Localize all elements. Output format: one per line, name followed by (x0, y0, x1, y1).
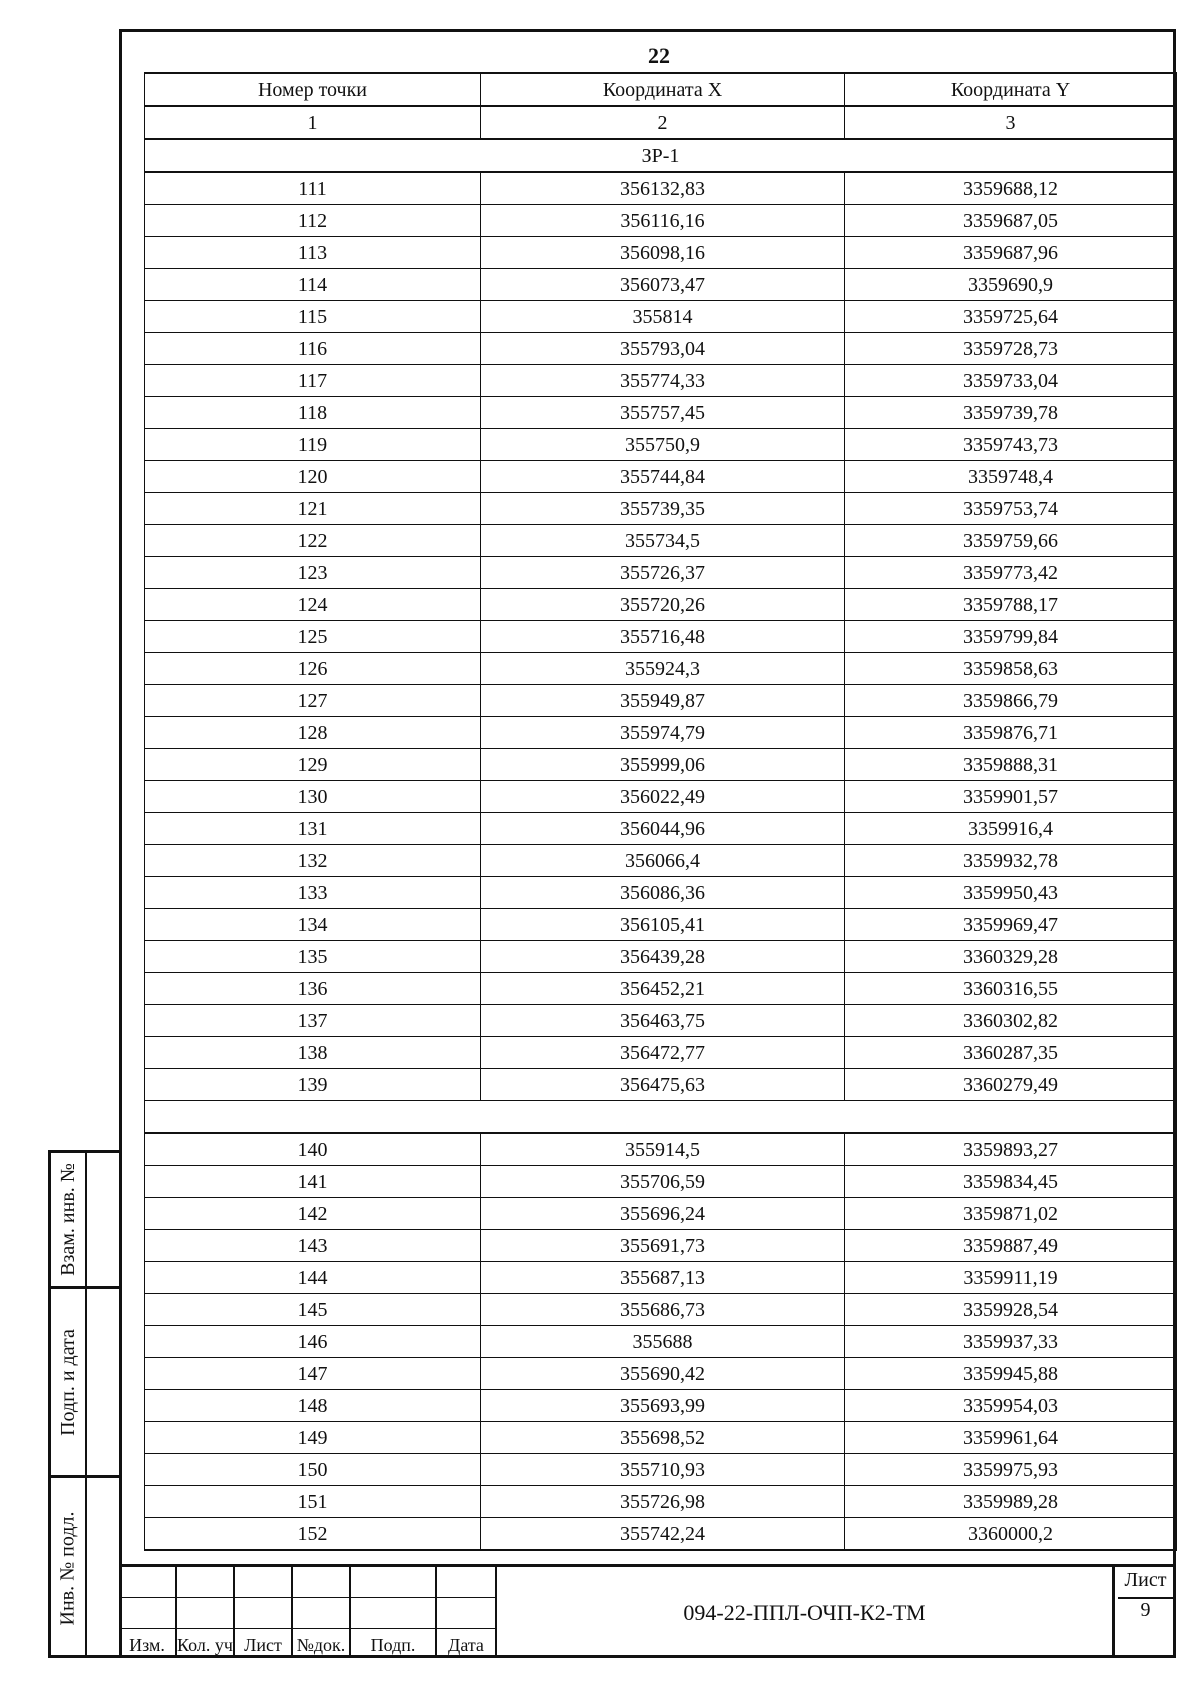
side-stamp (48, 1150, 119, 1658)
cell-coord-y: 3359687,05 (845, 205, 1177, 237)
cell-point-number: 112 (145, 205, 481, 237)
table-row (145, 172, 1177, 205)
cell-coord-x: 355691,73 (481, 1230, 845, 1262)
cell-point-number: 150 (145, 1454, 481, 1486)
cell-coord-x: 355757,45 (481, 397, 845, 429)
cell-coord-y: 3359866,79 (845, 685, 1177, 717)
cell-point-number: 113 (145, 237, 481, 269)
table-row (145, 1294, 1177, 1326)
cell-coord-y: 3359728,73 (845, 333, 1177, 365)
cell-point-number: 138 (145, 1037, 481, 1069)
cell-point-number: 152 (145, 1518, 481, 1551)
cell-coord-y: 3359688,12 (845, 172, 1177, 205)
cell-coord-y: 3359954,03 (845, 1390, 1177, 1422)
table-row (145, 365, 1177, 397)
side-cell-original-inv (51, 1478, 119, 1658)
cell-coord-x: 355720,26 (481, 589, 845, 621)
table-row (145, 653, 1177, 685)
cell-coord-y: 3359969,47 (845, 909, 1177, 941)
cell-coord-y: 3359888,31 (845, 749, 1177, 781)
tb-label-date: Дата (448, 1635, 484, 1655)
table-row (145, 1262, 1177, 1294)
cell-coord-y: 3359753,74 (845, 493, 1177, 525)
table-row (145, 1133, 1177, 1166)
side-cell-replacement-inv (51, 1153, 119, 1289)
tb-divider (119, 1628, 497, 1629)
sheet-label: Лист (1124, 1569, 1167, 1591)
tb-label-signature: Подп. (370, 1635, 416, 1655)
side-label-replacement-inv: Взам. инв. № (56, 1163, 79, 1276)
page-number: 22 (648, 43, 670, 68)
cell-coord-y: 3359748,4 (845, 461, 1177, 493)
cell-point-number: 126 (145, 653, 481, 685)
cell-coord-y: 3359937,33 (845, 1326, 1177, 1358)
cell-coord-y: 3359989,28 (845, 1486, 1177, 1518)
table-row (145, 813, 1177, 845)
tb-label-sheet: Лист (244, 1635, 282, 1655)
tb-col-date (437, 1567, 497, 1658)
cell-coord-x: 355734,5 (481, 525, 845, 557)
table-row (145, 589, 1177, 621)
table-row (145, 749, 1177, 781)
cell-coord-y: 3359975,93 (845, 1454, 1177, 1486)
cell-coord-y: 3359901,57 (845, 781, 1177, 813)
cell-point-number: 133 (145, 877, 481, 909)
cell-point-number: 144 (145, 1262, 481, 1294)
table-row (145, 877, 1177, 909)
document-code: 094-22-ППЛ-ОЧП-К2-ТМ (497, 1567, 1115, 1658)
cell-coord-x: 355744,84 (481, 461, 845, 493)
cell-coord-y: 3359950,43 (845, 877, 1177, 909)
tb-label-doc-number: №док. (296, 1635, 346, 1655)
blank-separator-row (145, 1101, 1177, 1134)
cell-coord-x: 355693,99 (481, 1390, 845, 1422)
cell-coord-x: 355686,73 (481, 1294, 845, 1326)
side-cell-signature-date (51, 1289, 119, 1478)
table-row (145, 1198, 1177, 1230)
cell-coord-x: 356098,16 (481, 237, 845, 269)
cell-coord-y: 3359788,17 (845, 589, 1177, 621)
cell-coord-y: 3360302,82 (845, 1005, 1177, 1037)
table-row (145, 1454, 1177, 1486)
cell-coord-y: 3359690,9 (845, 269, 1177, 301)
cell-coord-y: 3359887,49 (845, 1230, 1177, 1262)
cell-coord-x: 355793,04 (481, 333, 845, 365)
cell-coord-y: 3359876,71 (845, 717, 1177, 749)
cell-coord-x: 355688 (481, 1326, 845, 1358)
cell-point-number: 111 (145, 172, 481, 205)
cell-coord-x: 355914,5 (481, 1133, 845, 1166)
cell-coord-x: 356105,41 (481, 909, 845, 941)
table-row (145, 781, 1177, 813)
coordinates-table (144, 72, 1177, 1551)
table-row (145, 685, 1177, 717)
cell-point-number: 125 (145, 621, 481, 653)
table-row (145, 333, 1177, 365)
cell-coord-y: 3360287,35 (845, 1037, 1177, 1069)
side-label-original-inv: Инв. № подл. (56, 1511, 79, 1625)
cell-point-number: 135 (145, 941, 481, 973)
cell-point-number: 130 (145, 781, 481, 813)
table-row (145, 237, 1177, 269)
table-row (145, 1326, 1177, 1358)
cell-coord-x: 356044,96 (481, 813, 845, 845)
table-row (145, 1005, 1177, 1037)
column-number-row (145, 106, 1177, 139)
cell-coord-x: 355949,87 (481, 685, 845, 717)
cell-coord-y: 3359858,63 (845, 653, 1177, 685)
cell-coord-y: 3359739,78 (845, 397, 1177, 429)
table-row (145, 397, 1177, 429)
table-row (145, 461, 1177, 493)
table-row (145, 525, 1177, 557)
cell-coord-y: 3359961,64 (845, 1422, 1177, 1454)
cell-coord-x: 355739,35 (481, 493, 845, 525)
table-row (145, 717, 1177, 749)
cell-coord-y: 3359733,04 (845, 365, 1177, 397)
cell-point-number: 123 (145, 557, 481, 589)
cell-coord-y: 3359945,88 (845, 1358, 1177, 1390)
tb-col-signature (351, 1567, 437, 1658)
header-point-number: Номер точки (145, 73, 481, 106)
cell-coord-x: 355974,79 (481, 717, 845, 749)
cell-point-number: 132 (145, 845, 481, 877)
cell-coord-x: 355696,24 (481, 1198, 845, 1230)
cell-coord-x: 355726,98 (481, 1486, 845, 1518)
cell-coord-y: 3359725,64 (845, 301, 1177, 333)
tb-col-sheet (235, 1567, 293, 1658)
table-row (145, 1518, 1177, 1551)
cell-point-number: 149 (145, 1422, 481, 1454)
column-number: 3 (845, 106, 1177, 139)
header-coord-x: Координата X (481, 73, 845, 106)
cell-point-number: 139 (145, 1069, 481, 1101)
cell-coord-x: 355698,52 (481, 1422, 845, 1454)
cell-coord-x: 356022,49 (481, 781, 845, 813)
cell-coord-y: 3360000,2 (845, 1518, 1177, 1551)
cell-coord-y: 3359916,4 (845, 813, 1177, 845)
cell-point-number: 134 (145, 909, 481, 941)
table-row (145, 493, 1177, 525)
table-row (145, 1390, 1177, 1422)
tb-divider (119, 1597, 497, 1598)
cell-coord-x: 355706,59 (481, 1166, 845, 1198)
cell-coord-x: 355726,37 (481, 557, 845, 589)
cell-coord-y: 3359911,19 (845, 1262, 1177, 1294)
table-row (145, 909, 1177, 941)
cell-coord-x: 355750,9 (481, 429, 845, 461)
cell-coord-y: 3359928,54 (845, 1294, 1177, 1326)
cell-point-number: 119 (145, 429, 481, 461)
table-row (145, 269, 1177, 301)
cell-coord-x: 356073,47 (481, 269, 845, 301)
table-row (145, 205, 1177, 237)
cell-point-number: 129 (145, 749, 481, 781)
cell-coord-y: 3360316,55 (845, 973, 1177, 1005)
table-row (145, 301, 1177, 333)
cell-coord-y: 3359687,96 (845, 237, 1177, 269)
column-number: 2 (481, 106, 845, 139)
cell-point-number: 121 (145, 493, 481, 525)
cell-coord-x: 356452,21 (481, 973, 845, 1005)
cell-coord-x: 355690,42 (481, 1358, 845, 1390)
cell-point-number: 117 (145, 365, 481, 397)
cell-point-number: 151 (145, 1486, 481, 1518)
header-coord-y: Координата Y (845, 73, 1177, 106)
cell-coord-x: 355999,06 (481, 749, 845, 781)
cell-coord-y: 3359893,27 (845, 1133, 1177, 1166)
tb-col-change (119, 1567, 177, 1658)
cell-coord-x: 355774,33 (481, 365, 845, 397)
cell-point-number: 143 (145, 1230, 481, 1262)
cell-point-number: 118 (145, 397, 481, 429)
cell-point-number: 136 (145, 973, 481, 1005)
cell-coord-y: 3359834,45 (845, 1166, 1177, 1198)
cell-coord-y: 3359773,42 (845, 557, 1177, 589)
cell-coord-x: 355716,48 (481, 621, 845, 653)
cell-point-number: 145 (145, 1294, 481, 1326)
cell-coord-y: 3359799,84 (845, 621, 1177, 653)
cell-point-number: 128 (145, 717, 481, 749)
cell-point-number: 120 (145, 461, 481, 493)
table-row (145, 1069, 1177, 1101)
tb-label-count: Кол. уч (177, 1635, 233, 1655)
table-row (145, 845, 1177, 877)
side-label-signature-date: Подп. и дата (56, 1328, 79, 1436)
table-row (145, 1422, 1177, 1454)
table-row (145, 621, 1177, 653)
cell-coord-x: 355710,93 (481, 1454, 845, 1486)
cell-point-number: 122 (145, 525, 481, 557)
cell-coord-y: 3359759,66 (845, 525, 1177, 557)
tb-col-count (177, 1567, 235, 1658)
cell-coord-y: 3360279,49 (845, 1069, 1177, 1101)
cell-coord-x: 356472,77 (481, 1037, 845, 1069)
table-row (145, 1358, 1177, 1390)
table-row (145, 557, 1177, 589)
cell-point-number: 127 (145, 685, 481, 717)
cell-point-number: 116 (145, 333, 481, 365)
cell-point-number: 140 (145, 1133, 481, 1166)
cell-point-number: 146 (145, 1326, 481, 1358)
cell-coord-x: 356463,75 (481, 1005, 845, 1037)
section-row (145, 139, 1177, 172)
cell-point-number: 131 (145, 813, 481, 845)
cell-coord-x: 355687,13 (481, 1262, 845, 1294)
cell-point-number: 114 (145, 269, 481, 301)
title-block (119, 1564, 1176, 1658)
tb-col-doc-number (293, 1567, 351, 1658)
table-row (145, 1166, 1177, 1198)
cell-point-number: 142 (145, 1198, 481, 1230)
cell-coord-y: 3359932,78 (845, 845, 1177, 877)
cell-coord-x: 356439,28 (481, 941, 845, 973)
table-row (145, 1230, 1177, 1262)
section-label: ЗР-1 (145, 139, 1177, 172)
cell-point-number: 115 (145, 301, 481, 333)
cell-point-number: 137 (145, 1005, 481, 1037)
cell-coord-x: 356475,63 (481, 1069, 845, 1101)
cell-coord-x: 356116,16 (481, 205, 845, 237)
cell-coord-y: 3360329,28 (845, 941, 1177, 973)
table-row (145, 429, 1177, 461)
cell-coord-x: 356066,4 (481, 845, 845, 877)
table-row (145, 1486, 1177, 1518)
cell-point-number: 147 (145, 1358, 481, 1390)
cell-point-number: 141 (145, 1166, 481, 1198)
cell-coord-x: 356132,83 (481, 172, 845, 205)
cell-coord-x: 355814 (481, 301, 845, 333)
cell-coord-x: 355742,24 (481, 1518, 845, 1551)
cell-point-number: 148 (145, 1390, 481, 1422)
cell-coord-y: 3359871,02 (845, 1198, 1177, 1230)
tb-label-change: Изм. (129, 1635, 165, 1655)
blank-separator-cell (145, 1101, 1177, 1134)
cell-coord-x: 356086,36 (481, 877, 845, 909)
cell-coord-x: 355924,3 (481, 653, 845, 685)
header-row (145, 73, 1177, 106)
table-body (145, 106, 1177, 1550)
table-row (145, 941, 1177, 973)
table-row (145, 973, 1177, 1005)
sheet-number: 9 (1140, 1599, 1151, 1621)
column-number: 1 (145, 106, 481, 139)
sheet-box (1118, 1567, 1173, 1658)
table-row (145, 1037, 1177, 1069)
cell-coord-y: 3359743,73 (845, 429, 1177, 461)
cell-point-number: 124 (145, 589, 481, 621)
